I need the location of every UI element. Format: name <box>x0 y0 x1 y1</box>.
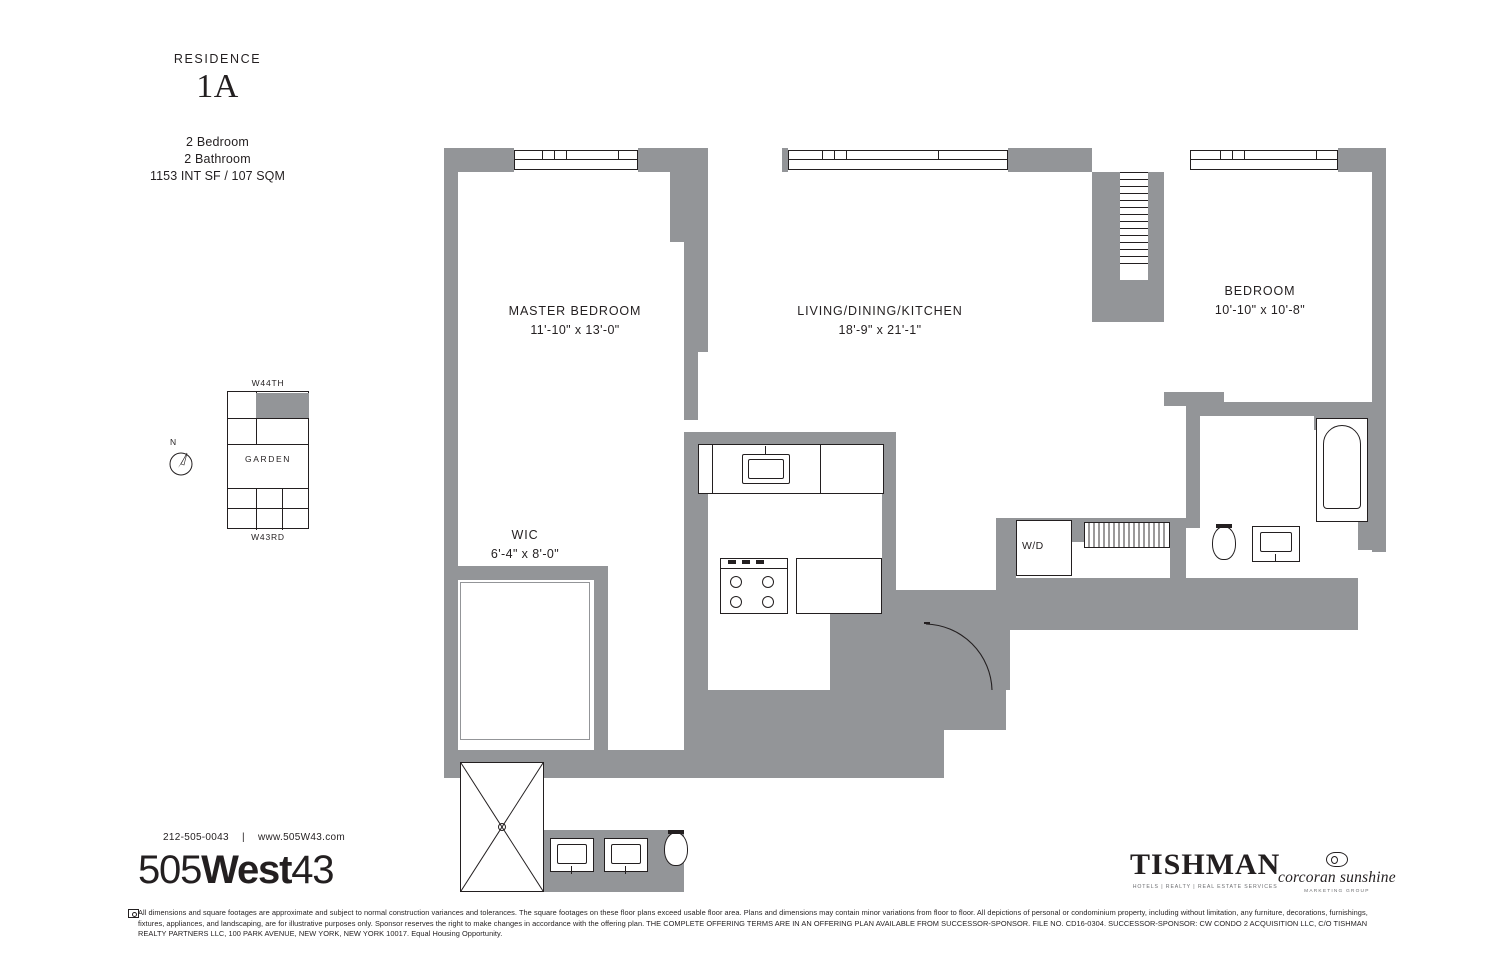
toilet-secondary <box>1212 526 1236 560</box>
wall-kitchen-counter-right <box>882 432 896 602</box>
partition-entry-top <box>670 172 708 242</box>
room-label-master-bedroom <box>430 302 720 340</box>
brand-logo <box>138 848 333 893</box>
bathroom-count: 2 Bathroom <box>184 151 251 166</box>
footer-contact <box>163 832 345 843</box>
wic-interior <box>460 582 590 740</box>
corcoran-tagline: MARKETING GROUP <box>1304 889 1370 894</box>
street-label-north: W44TH <box>251 378 285 388</box>
residence-header <box>140 52 460 185</box>
window-living-room <box>788 150 1008 170</box>
kitchen-counter-upper <box>698 444 884 494</box>
room-dimensions: 18'-9" x 21'-1" <box>838 322 922 337</box>
area-text: 1153 INT SF / 107 SQM <box>149 168 286 183</box>
wall-top-mid-3 <box>1008 148 1092 172</box>
separator: | <box>241 832 245 843</box>
shower-x-icon <box>460 762 544 892</box>
wall-bedroom-bottom-left <box>1164 392 1224 406</box>
wall-top-window-left-frame <box>504 148 514 172</box>
bathtub-basin <box>1323 425 1361 509</box>
website-link[interactable]: www.505W43.com <box>257 832 345 843</box>
entry-door-swing-icon <box>924 622 996 692</box>
tishman-name: TISHMAN <box>1130 848 1281 881</box>
washer-dryer-label: W/D <box>1022 540 1044 552</box>
room-name: LIVING/DINING/KITCHEN <box>797 304 963 318</box>
room-dimensions: 6'-4" x 8'-0" <box>490 546 560 561</box>
legal-disclaimer <box>138 908 1394 940</box>
compass-icon <box>165 438 205 484</box>
wall-wic-top <box>444 566 608 580</box>
room-name: WIC <box>511 528 539 542</box>
residence-specs <box>140 134 295 185</box>
garden-label: GARDEN <box>245 454 291 464</box>
room-dimensions: 11'-10" x 13'-0" <box>530 322 620 337</box>
wall-top-right <box>1338 148 1386 172</box>
toilet-master <box>664 832 688 866</box>
room-name: MASTER BEDROOM <box>508 304 642 318</box>
window-master-bedroom <box>514 150 638 170</box>
room-name: BEDROOM <box>1224 284 1296 298</box>
logo-prefix: 505 <box>138 848 202 892</box>
tishman-tagline: HOTELS | REALTY | REAL ESTATE SERVICES <box>1132 884 1278 890</box>
room-label-bedroom <box>1130 282 1390 320</box>
wall-top-left <box>444 148 504 172</box>
compass-north-label: N <box>170 437 177 447</box>
room-label-living-dining-kitchen <box>720 302 1040 340</box>
corcoran-name: corcoran sunshine <box>1278 869 1396 886</box>
wall-bath-partition <box>1170 518 1186 578</box>
kitchen-counter-lower <box>796 558 882 614</box>
unit-name: 1A <box>196 68 239 105</box>
logo-suffix: 43 <box>291 848 334 892</box>
corcoran-mark-icon <box>1326 852 1348 867</box>
camera-icon <box>128 909 139 918</box>
stair-shaft <box>1120 172 1148 292</box>
bedroom-count: 2 Bedroom <box>186 135 249 149</box>
residence-label: RESIDENCE <box>173 52 262 66</box>
tishman-logo <box>1130 850 1280 890</box>
wall-wic-right <box>594 566 608 758</box>
wall-wd-bottom <box>996 578 1358 630</box>
closet-hatch-icon <box>1084 522 1170 548</box>
corcoran-sunshine-logo <box>1278 852 1396 894</box>
wall-bedroom-left <box>1152 172 1164 292</box>
floor-plan <box>430 130 1390 800</box>
phone-number[interactable]: 212-505-0043 <box>163 832 229 843</box>
key-map-block <box>227 391 309 529</box>
disclaimer-text: All dimensions and square footages are approximate and subject to normal construction variances and tolerances. The square footages on these floor plans exceed usable floor area. Plans and dimensions may contain minor variations from floor to floor. All depictions of personal or condominium property, including without limitation, any furniture, decorations, furnishings, fixtures, appliances, and landscaping, are for illustrative purposes only. Sponsor reserves the right to make changes in accordance with the offering plan. THE COMPLETE OFFERING TERMS ARE IN AN OFFERING PLAN AVAILABLE FROM SUCCESSOR-SPONSOR. FILE NO. CD16-0304. SUCCESSOR-SPONSOR: CW CONDO 2 ACQUISITION LLC, C/O TISHMAN REALTY PARTNERS LLC, 100 PARK AVENUE, NEW YORK, NEW YORK 10017. Equal Housing Opportunity. <box>138 908 1368 939</box>
room-label-wic <box>425 526 625 564</box>
wall-bath2-left <box>1186 402 1200 528</box>
kitchen-range-icon <box>720 558 788 614</box>
key-map-highlight <box>256 393 309 418</box>
wall-top-mid-1 <box>638 148 708 172</box>
key-map <box>170 378 335 542</box>
wall-left-exterior <box>444 172 458 778</box>
logo-bold: West <box>201 848 292 892</box>
street-label-south: W43RD <box>251 532 285 542</box>
room-dimensions: 10'-10" x 10'-8" <box>1214 302 1306 317</box>
